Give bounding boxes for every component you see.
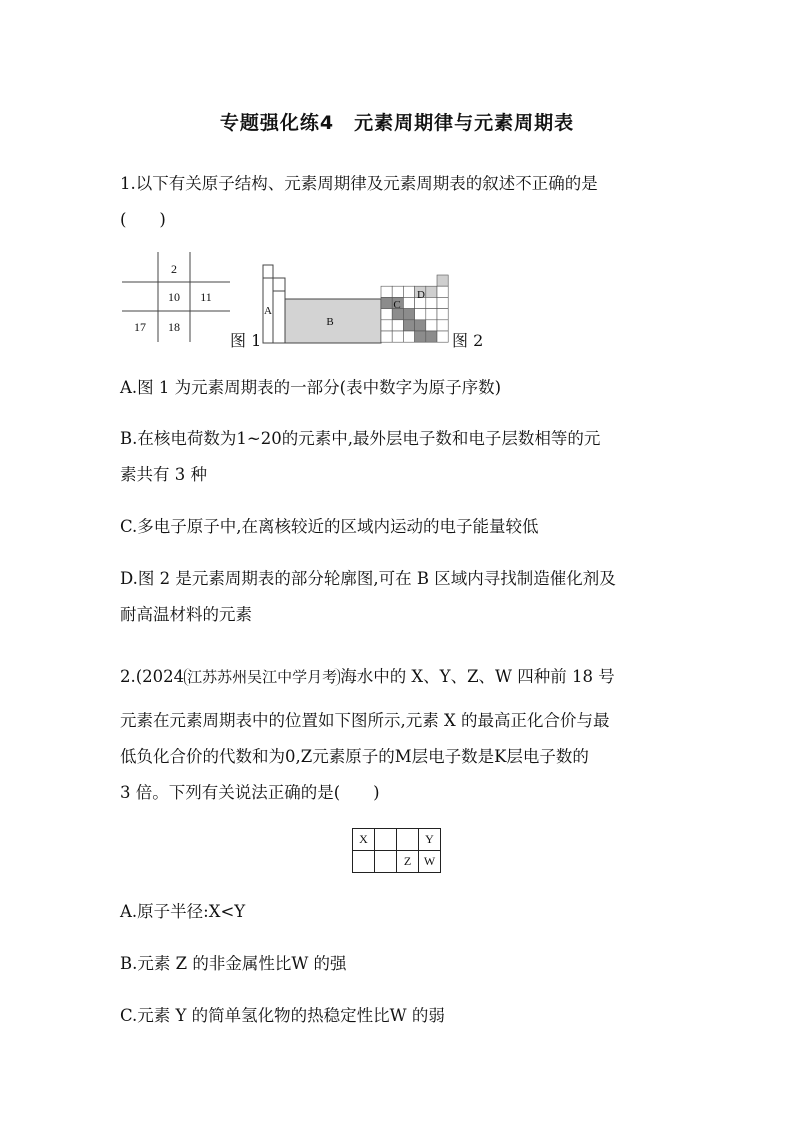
fig1-cell-17: 17 — [134, 320, 146, 334]
q2-number: 2.(2024 — [120, 667, 185, 686]
fig1-cell-2: 2 — [171, 262, 177, 276]
fig2-grid-cell — [426, 286, 437, 297]
table-cell-w: W — [419, 851, 441, 873]
q2-option-a: A.原子半径:X<Y — [120, 902, 246, 921]
table-cell-x: X — [353, 829, 375, 851]
fig2-caption: 图 2 — [452, 331, 484, 350]
q2-stem-line-4: 3 倍。下列有关说法正确的是( ) — [120, 783, 380, 802]
q2-option-b: B.元素 Z 的非金属性比W 的强 — [120, 954, 347, 973]
fig2-grid-cell — [437, 309, 448, 320]
fig2-grid-cell — [437, 331, 448, 342]
fig1-cell-10: 10 — [168, 290, 180, 304]
q1-option-d-line-1: D.图 2 是元素周期表的部分轮廓图,可在 B 区域内寻找制造催化剂及 — [120, 569, 616, 588]
table-cell — [353, 851, 375, 873]
fig2-grid-cell — [381, 309, 392, 320]
fig2-grid-cell — [437, 286, 448, 297]
q2-stem-line-2: 元素在元素周期表中的位置如下图所示,元素 X 的最高正化合价与最 — [120, 711, 610, 730]
table-cell — [375, 829, 397, 851]
fig2-grid-cell — [415, 309, 426, 320]
q2-stem-line-1 — [120, 663, 615, 687]
fig2-grid-cell — [392, 286, 403, 297]
fig1-caption: 图 1 — [230, 331, 262, 350]
q2-position-table — [352, 828, 441, 873]
q1-stem: 1.以下有关原子结构、元素周期律及元素周期表的叙述不正确的是 — [120, 174, 598, 193]
fig2-grid-cell — [437, 297, 448, 308]
fig2-p-block-grid — [381, 275, 448, 342]
fig2-grid-cell — [392, 320, 403, 331]
q1-answer-blank: ( ) — [120, 210, 166, 229]
q2-stem-rest: 海水中的 X、Y、Z、W 四种前 18 号 — [340, 667, 615, 686]
fig2-grid-cell — [415, 331, 426, 342]
q1-option-b-line-2: 素共有 3 种 — [120, 465, 207, 484]
fig2-grid-cell — [381, 286, 392, 297]
fig2-label-d: D — [417, 289, 425, 301]
fig2-grid-cell — [403, 297, 414, 308]
fig2-label-a: A — [264, 305, 272, 317]
q2-source-tag: 江苏苏州吴江中学月考 — [184, 668, 340, 686]
q1-option-d-line-2: 耐高温材料的元素 — [120, 605, 252, 624]
fig2-grid-cell — [403, 320, 414, 331]
fig2-grid-cell — [381, 297, 392, 308]
table-cell-z: Z — [397, 851, 419, 873]
fig2-grid-cell — [426, 331, 437, 342]
fig2-grid-cell — [403, 309, 414, 320]
fig2-grid-cell — [403, 286, 414, 297]
fig2-grid-cell — [437, 275, 448, 286]
fig2-grid-cell — [415, 320, 426, 331]
fig2-grid-cell — [381, 331, 392, 342]
q1-option-c: C.多电子原子中,在离核较近的区域内运动的电子能量较低 — [120, 517, 539, 536]
page-title: 专题强化练4 元素周期律与元素周期表 — [219, 112, 575, 134]
fig2-grid-cell — [426, 320, 437, 331]
table-cell — [397, 829, 419, 851]
table-cell — [375, 851, 397, 873]
fig2-label-b: B — [326, 316, 334, 328]
q1-figure-1 — [118, 250, 234, 346]
fig2-grid-cell — [437, 320, 448, 331]
fig2-label-c: C — [393, 299, 401, 311]
q2-option-c: C.元素 Y 的简单氢化物的热稳定性比W 的弱 — [120, 1006, 445, 1025]
table-row — [353, 829, 441, 851]
fig1-cell-11: 11 — [200, 290, 212, 304]
fig2-grid-cell — [403, 331, 414, 342]
fig1-cell-18: 18 — [168, 320, 180, 334]
q1-figure-2 — [258, 262, 452, 346]
table-cell-y: Y — [419, 829, 441, 851]
q1-option-b-line-1: B.在核电荷数为1~20的元素中,最外层电子数和电子层数相等的元 — [120, 429, 601, 448]
fig2-grid-cell — [392, 331, 403, 342]
q2-stem-line-3: 低负化合价的代数和为0,Z元素原子的M层电子数是K层电子数的 — [120, 747, 589, 766]
fig2-grid-cell — [426, 297, 437, 308]
fig2-grid-cell — [381, 320, 392, 331]
q1-option-a: A.图 1 为元素周期表的一部分(表中数字为原子序数) — [120, 378, 502, 397]
table-row — [353, 851, 441, 873]
fig2-grid-cell — [426, 309, 437, 320]
